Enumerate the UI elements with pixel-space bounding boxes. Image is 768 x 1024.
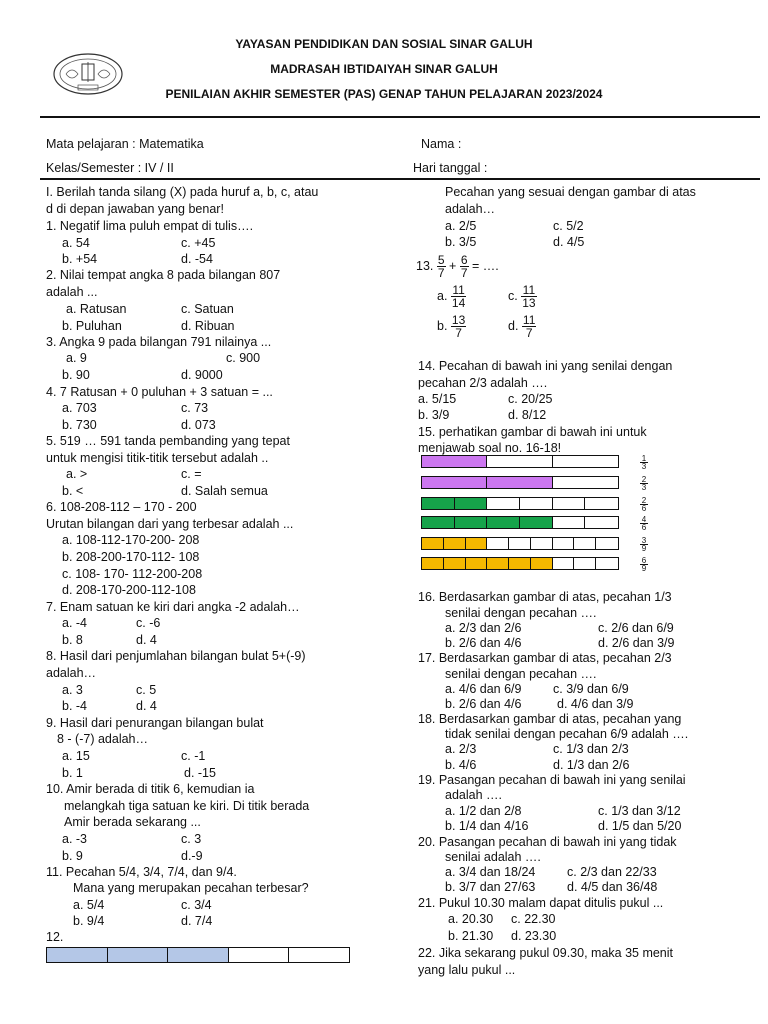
option: b. 730 <box>62 418 97 432</box>
bar-segment-shaded <box>108 948 168 962</box>
option: d. Ribuan <box>181 319 235 333</box>
bar-fraction-label: 2 6 <box>641 496 647 513</box>
option: a. 5/15 <box>418 392 457 406</box>
fraction-bar-2-6 <box>421 497 619 510</box>
bar-fraction-label: 4 6 <box>641 515 647 532</box>
option: a. 3/4 dan 18/24 <box>445 865 536 879</box>
option: a. 3 <box>62 683 83 697</box>
question-18: 18. Berdasarkan gambar di atas, pecahan yang <box>418 712 682 726</box>
option: a. 2/3 dan 2/6 <box>445 621 522 635</box>
question-11-cont: Mana yang merupakan pecahan terbesar? <box>73 881 309 895</box>
option: c. Satuan <box>181 302 234 316</box>
bar-fraction-label: 1 3 <box>641 454 647 471</box>
fraction-bar-2-3 <box>421 476 619 489</box>
option: c. -1 <box>181 749 206 763</box>
option: d. 2/6 dan 3/9 <box>598 636 675 650</box>
option: a. 9 <box>66 351 87 365</box>
fraction-bar-4-6 <box>421 516 619 529</box>
option: b. 3/5 <box>445 235 477 249</box>
option: a. -3 <box>62 832 88 846</box>
option: d. 8/12 <box>508 408 547 422</box>
option: b. $\frac{13}{7}$ <box>437 313 466 341</box>
bar-fraction-label: 2 3 <box>641 475 647 492</box>
option: b. 4/6 <box>445 758 477 772</box>
option: a. Ratusan <box>66 302 127 316</box>
question-1: 1. Negatif lima puluh empat di tulis…. <box>46 219 254 233</box>
fraction-bar-6-9 <box>421 557 619 570</box>
fraction-bar-1-3 <box>421 455 619 468</box>
option: c. 20/25 <box>508 392 553 406</box>
question-10-cont: Amir berada sekarang ... <box>64 815 201 829</box>
question-12-stem: adalah… <box>445 202 496 216</box>
option: d. 4 <box>136 633 157 647</box>
option: a. 20.30 <box>448 912 494 926</box>
option: b. 21.30 <box>448 929 494 943</box>
question-19: 19. Pasangan pecahan di bawah ini yang senilai <box>418 773 686 787</box>
option: a. 1/2 dan 2/8 <box>445 804 522 818</box>
option: a. 54 <box>62 236 90 250</box>
question-9: 9. Hasil dari penurangan bilangan bulat <box>46 716 264 730</box>
question-17-cont: senilai dengan pecahan …. <box>445 667 597 681</box>
date-field: Hari tanggal : <box>413 161 488 175</box>
question-2-cont: adalah ... <box>46 285 98 299</box>
option: c. 3 <box>181 832 202 846</box>
question-6: 6. 108-208-112 – 170 - 200 <box>46 500 197 514</box>
question-10-cont: melangkah tiga satuan ke kiri. Di titik berada <box>64 799 310 813</box>
question-9-cont: 8 - (-7) adalah… <box>57 732 149 746</box>
question-15: 15. perhatikan gambar di bawah ini untuk <box>418 425 647 439</box>
option: d. 1/5 dan 5/20 <box>598 819 682 833</box>
class-semester-field: Kelas/Semester : IV / II <box>46 161 174 175</box>
option: b. 90 <box>62 368 90 382</box>
question-20: 20. Pasangan pecahan di bawah ini yang tidak <box>418 835 677 849</box>
question-8-cont: adalah… <box>46 666 97 680</box>
option: b. Puluhan <box>62 319 122 333</box>
question-11: 11. Pecahan 5/4, 3/4, 7/4, dan 9/4. <box>46 865 237 879</box>
option: c. 5/2 <box>553 219 584 233</box>
option: a. 4/6 dan 6/9 <box>445 682 522 696</box>
option: a. 703 <box>62 401 97 415</box>
option: d. 4/6 dan 3/9 <box>557 697 634 711</box>
info-divider <box>40 178 760 180</box>
fraction: $\frac{6}{7}$ <box>460 253 468 281</box>
option: b. 9/4 <box>73 914 105 928</box>
question-6-cont: Urutan bilangan dari yang terbesar adalah ... <box>46 517 294 531</box>
option: b. -4 <box>62 699 88 713</box>
option: b. 1 <box>62 766 83 780</box>
option: d. 4 <box>136 699 157 713</box>
option: d. 073 <box>181 418 216 432</box>
bar-segment-empty <box>289 948 349 962</box>
option: c. 73 <box>181 401 209 415</box>
option: c. $\frac{11}{13}$ <box>508 283 536 311</box>
option: d. 9000 <box>181 368 223 382</box>
question-5: 5. 519 … 591 tanda pembanding yang tepat <box>46 434 290 448</box>
question-4: 4. 7 Ratusan + 0 puluhan + 3 satuan = ... <box>46 385 273 399</box>
option: c. 3/4 <box>181 898 212 912</box>
question-2: 2. Nilai tempat angka 8 pada bilangan 807 <box>46 268 281 282</box>
option: a. 2/5 <box>445 219 477 233</box>
option: c. 22.30 <box>511 912 556 926</box>
question-22-cont: yang lalu pukul ... <box>418 963 516 977</box>
question-18-cont: tidak senilai dengan pecahan 6/9 adalah …. <box>445 727 689 741</box>
question-7: 7. Enam satuan ke kiri dari angka -2 adalah… <box>46 600 300 614</box>
option: d. 4/5 dan 36/48 <box>567 880 658 894</box>
bar-segment-empty <box>229 948 289 962</box>
option: d. 1/3 dan 2/6 <box>553 758 630 772</box>
option: b. 208-200-170-112- 108 <box>62 550 200 564</box>
option: c. -6 <box>136 616 161 630</box>
question-16-cont: senilai dengan pecahan …. <box>445 606 597 620</box>
fraction-bar-3-9 <box>421 537 619 550</box>
option: a. 108-112-170-200- 208 <box>62 533 200 547</box>
option: b. 3/9 <box>418 408 450 422</box>
fraction: $\frac{5}{7}$ <box>437 253 445 281</box>
question-22: 22. Jika sekarang pukul 09.30, maka 35 menit <box>418 946 674 960</box>
question-17: 17. Berdasarkan gambar di atas, pecahan 2/3 <box>418 651 672 665</box>
option: d.-9 <box>181 849 203 863</box>
option: a. 5/4 <box>73 898 105 912</box>
option: c. 2/3 dan 22/33 <box>567 865 657 879</box>
instruction-line: I. Berilah tanda silang (X) pada huruf a, b, c, atau <box>46 185 319 199</box>
bar-fraction-label: 6 9 <box>641 556 647 573</box>
option: b. < <box>62 484 84 498</box>
question-14-cont: pecahan 2/3 adalah …. <box>418 376 548 390</box>
option: d. -15 <box>184 766 216 780</box>
option: b. 2/6 dan 4/6 <box>445 697 522 711</box>
option: a. 15 <box>62 749 90 763</box>
school-name: MADRASAH IBTIDAIYAH SINAR GALUH <box>270 62 498 76</box>
question-20-cont: senilai adalah …. <box>445 850 541 864</box>
option: d. -54 <box>181 252 213 266</box>
question-12-fraction-bar <box>46 947 350 963</box>
question-5-cont: untuk mengisi titik-titik tersebut adalah .. <box>46 451 269 465</box>
option: a. -4 <box>62 616 88 630</box>
question-12: 12. <box>46 930 64 944</box>
subject-field: Mata pelajaran : Matematika <box>46 137 204 151</box>
option: d. Salah semua <box>181 484 268 498</box>
option: a. > <box>66 467 88 481</box>
option: a. 2/3 <box>445 742 477 756</box>
foundation-name: YAYASAN PENDIDIKAN DAN SOSIAL SINAR GALUH <box>235 37 533 51</box>
question-19-cont: adalah …. <box>445 788 502 802</box>
option: b. 8 <box>62 633 83 647</box>
option: c. 2/6 dan 6/9 <box>598 621 674 635</box>
option: c. 1/3 dan 2/3 <box>553 742 629 756</box>
question-10: 10. Amir berada di titik 6, kemudian ia <box>46 782 255 796</box>
option: c. 5 <box>136 683 157 697</box>
exam-title: PENILAIAN AKHIR SEMESTER (PAS) GENAP TAHUN PELAJARAN 2023/2024 <box>165 87 603 101</box>
option: d. 208-170-200-112-108 <box>62 583 196 597</box>
question-12-stem: Pecahan yang sesuai dengan gambar di atas <box>445 185 696 199</box>
option: d. 7/4 <box>181 914 213 928</box>
option: b. 2/6 dan 4/6 <box>445 636 522 650</box>
question-21: 21. Pukul 10.30 malam dapat ditulis pukul ... <box>418 896 664 910</box>
option: c. +45 <box>181 236 216 250</box>
option: d. $\frac{11}{7}$ <box>508 313 536 341</box>
instruction-line: d di depan jawaban yang benar! <box>46 202 224 216</box>
option: b. +54 <box>62 252 98 266</box>
header-divider <box>40 116 760 118</box>
option: c. 108- 170- 112-200-208 <box>62 567 203 581</box>
option: d. 4/5 <box>553 235 585 249</box>
option: c. 3/9 dan 6/9 <box>553 682 629 696</box>
option: c. = <box>181 467 202 481</box>
option: c. 900 <box>226 351 261 365</box>
option: a. $\frac{11}{14}$ <box>437 283 466 311</box>
bar-segment-shaded <box>47 948 108 962</box>
bar-segment-shaded <box>168 948 229 962</box>
bar-fraction-label: 3 9 <box>641 536 647 553</box>
option: b. 1/4 dan 4/16 <box>445 819 529 833</box>
question-13: 13. $\frac{5}{7}$ + $\frac{6}{7}$ = …. <box>416 253 499 281</box>
option: b. 3/7 dan 27/63 <box>445 880 536 894</box>
question-14: 14. Pecahan di bawah ini yang senilai dengan <box>418 359 673 373</box>
name-field: Nama : <box>421 137 462 151</box>
option: b. 9 <box>62 849 83 863</box>
question-8: 8. Hasil dari penjumlahan bilangan bulat 5+(-9) <box>46 649 306 663</box>
question-3: 3. Angka 9 pada bilangan 791 nilainya ... <box>46 335 272 349</box>
option: c. 1/3 dan 3/12 <box>598 804 681 818</box>
question-15-cont: menjawab soal no. 16-18! <box>418 441 562 455</box>
question-16: 16. Berdasarkan gambar di atas, pecahan 1/3 <box>418 590 672 604</box>
option: d. 23.30 <box>511 929 557 943</box>
